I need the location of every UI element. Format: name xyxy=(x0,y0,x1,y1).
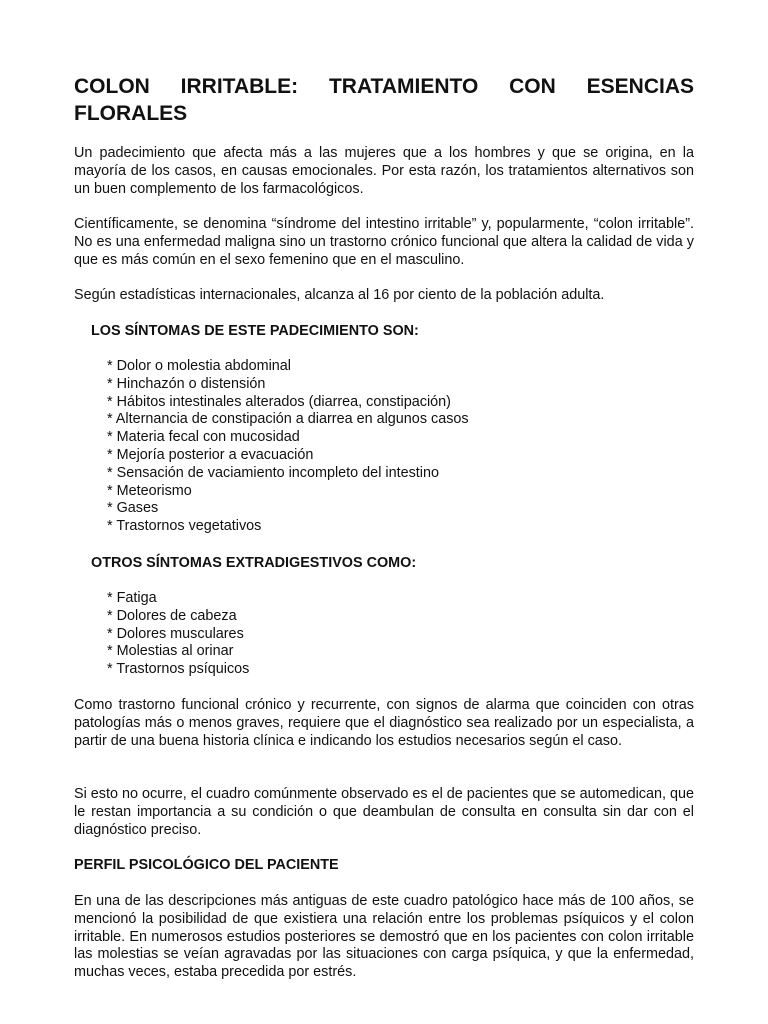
extra-symptoms-list xyxy=(107,590,249,679)
list-item: * Dolor o molestia abdominal xyxy=(107,358,291,374)
list-item: * Hábitos intestinales alterados (diarrea, constipación) xyxy=(107,393,451,410)
definition-paragraph: Científicamente, se denomina “síndrome del intestino irritable” y, popularmente, “colon irritable”. No es una enfermedad maligna sino un trastorno crónico funcional que altera la calidad de vida y que es más común en el sexo femenino que en el masculino. xyxy=(74,216,694,268)
document-title: COLON IRRITABLE: TRATAMIENTO CON ESENCIAS FLORALES xyxy=(74,75,694,125)
list-item: * Meteorismo xyxy=(107,482,192,499)
intro-paragraph: Un padecimiento que afecta más a las mujeres que a los hombres y que se origina, en la mayoría de los casos, en causas emocionales. Por esta razón, los tratamientos alternativos son un buen complemento de los farmacológicos. xyxy=(74,145,694,197)
list-item: * Sensación de vaciamiento incompleto del intestino xyxy=(107,464,439,481)
diagnosis-paragraph: Como trastorno funcional crónico y recurrente, con signos de alarma que coinciden con otras patologías más o menos graves, requiere que el diagnóstico sea realizado por un especialista, a partir de una buena historia clínica e indicando los estudios necesarios según el caso. xyxy=(74,697,694,749)
statistics-paragraph: Según estadísticas internacionales, alcanza al 16 por ciento de la población adulta. xyxy=(74,287,605,303)
list-item: * Trastornos vegetativos xyxy=(107,518,262,535)
profile-heading: PERFIL PSICOLÓGICO DEL PACIENTE xyxy=(74,857,339,873)
list-item: * Gases xyxy=(107,500,159,517)
list-item: * Trastornos psíquicos xyxy=(107,661,250,678)
list-item: * Materia fecal con mucosidad xyxy=(107,429,300,446)
list-item: * Mejoría posterior a evacuación xyxy=(107,446,314,463)
profile-paragraph: En una de las descripciones más antiguas de este cuadro patológico hace más de 100 años, se mencionó la posibilidad de que existiera una relación entre los problemas psíquicos y el colon irritable. En numerosos estudios posteriores se demostró que en los pacientes con colon irritable las molestias se veían agravadas por las situaciones con carga psíquica, y que la enfermedad, muchas veces, estaba precedida por estrés. xyxy=(74,893,694,981)
list-item: * Hinchazón o distensión xyxy=(107,375,266,392)
list-item: * Molestias al orinar xyxy=(107,643,234,660)
symptoms-heading: LOS SÍNTOMAS DE ESTE PADECIMIENTO SON: xyxy=(91,323,419,339)
list-item: * Alternancia de constipación a diarrea en algunos casos xyxy=(107,411,469,428)
list-item: * Fatiga xyxy=(107,590,157,606)
self-medication-paragraph: Si esto no ocurre, el cuadro comúnmente observado es el de pacientes que se automedican, que le restan importancia a su condición o que deambulan de consulta en consulta sin dar con el diagnóstico preciso. xyxy=(74,786,694,838)
symptoms-list xyxy=(107,358,469,536)
extra-symptoms-heading: OTROS SÍNTOMAS EXTRADIGESTIVOS COMO: xyxy=(91,555,417,571)
list-item: * Dolores musculares xyxy=(107,625,244,642)
list-item: * Dolores de cabeza xyxy=(107,607,237,624)
